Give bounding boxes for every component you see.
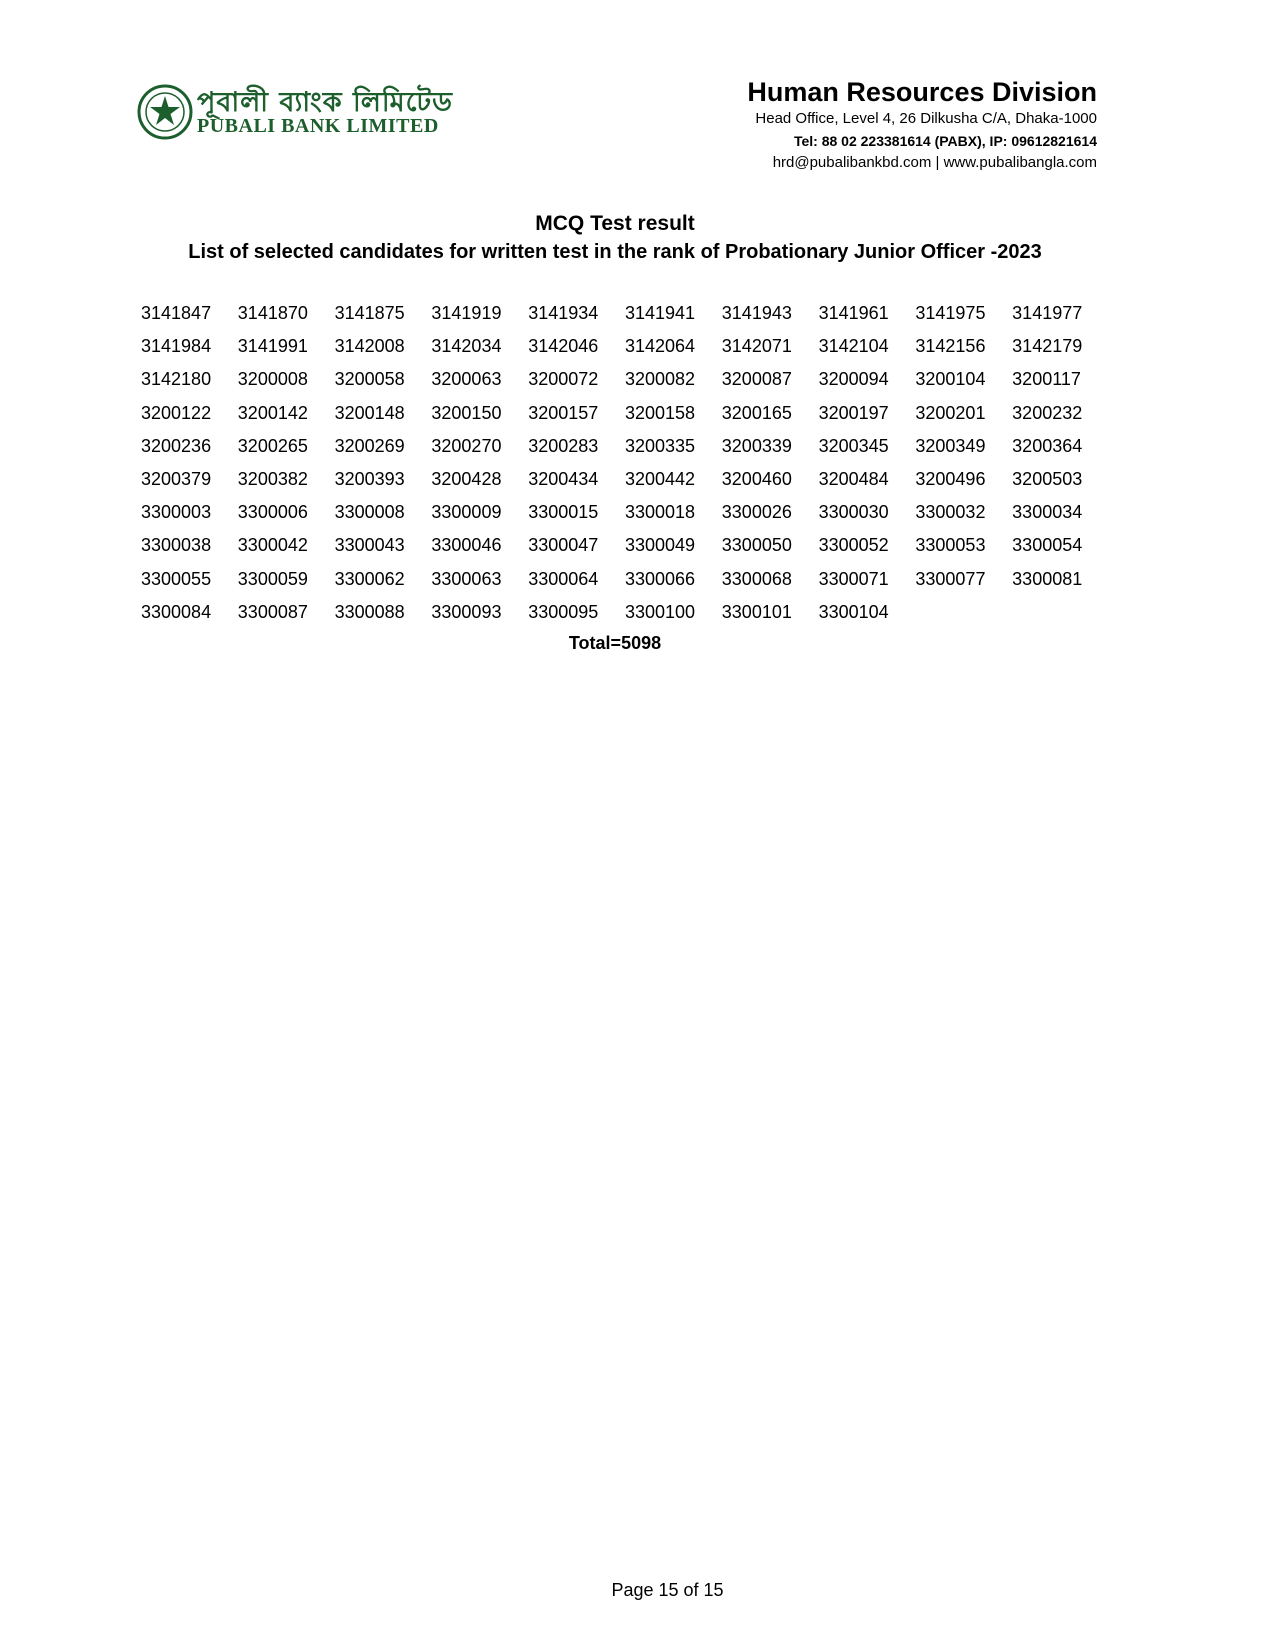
roll-number-cell: 3200082 <box>624 369 696 390</box>
roll-number-cell: 3200393 <box>334 468 405 489</box>
roll-number-cell: 3300087 <box>237 601 308 622</box>
roll-number-cell: 3200197 <box>818 402 889 423</box>
roll-number-cell: 3200201 <box>915 402 986 423</box>
roll-number-cell: 3300071 <box>818 568 889 589</box>
roll-number-cell: 3200236 <box>141 435 212 456</box>
roll-number-cell: 3200087 <box>721 369 792 390</box>
roll-number-cell: 3200232 <box>1012 402 1083 423</box>
roll-number-cell: 3141961 <box>818 303 889 323</box>
roll-number-cell: 3300054 <box>1012 535 1083 556</box>
roll-number-cell: 3300047 <box>528 535 599 556</box>
table-row <box>141 335 1109 368</box>
roll-number-cell: 3200063 <box>431 369 502 390</box>
logo-bengali-name: পূবালী ব্যাংক লিমিটেড <box>197 87 454 118</box>
table-row <box>141 501 1109 534</box>
roll-number-cell: 3300062 <box>334 568 405 589</box>
roll-number-cell: 3200008 <box>237 369 308 390</box>
roll-number-cell: 3300018 <box>624 502 696 523</box>
roll-number-cell: 3200158 <box>624 402 696 423</box>
roll-number-cell: 3300081 <box>1012 568 1083 589</box>
bank-emblem-icon <box>137 84 193 140</box>
roll-number-cell: 3200148 <box>334 402 405 423</box>
roll-number-cell: 3200379 <box>141 468 212 489</box>
roll-number-cell: 3300026 <box>721 502 792 523</box>
roll-number-cell: 3300034 <box>1012 502 1083 523</box>
roll-number-cell: 3300101 <box>721 601 792 622</box>
roll-number-cell: 3300100 <box>624 601 696 622</box>
roll-number-cell: 3141991 <box>237 336 308 357</box>
roll-number-cell: 3300104 <box>818 601 889 622</box>
roll-number-cell: 3141941 <box>624 303 696 323</box>
roll-number-cell: 3200503 <box>1012 468 1083 489</box>
roll-number-cell: 3141847 <box>141 303 212 323</box>
roll-number-cell: 3300064 <box>528 568 599 589</box>
roll-number-cell: 3200496 <box>915 468 986 489</box>
roll-number-cell: 3142046 <box>528 336 599 357</box>
table-row <box>141 568 1109 601</box>
roll-number-cell: 3141870 <box>237 303 308 323</box>
roll-number-cell: 3200460 <box>721 468 792 489</box>
roll-number-cell: 3200117 <box>1012 369 1081 390</box>
roll-number-cell: 3300042 <box>237 535 308 556</box>
roll-number-cell: 3300052 <box>818 535 889 556</box>
roll-number-cell: 3141975 <box>915 303 986 323</box>
roll-number-cell: 3200484 <box>818 468 889 489</box>
roll-number-cell: 3200269 <box>334 435 405 456</box>
roll-number-cell: 3300008 <box>334 502 405 523</box>
roll-number-cell: 3300046 <box>431 535 502 556</box>
roll-number-cell: 3300059 <box>237 568 308 589</box>
table-row <box>141 468 1109 501</box>
roll-number-cell: 3200157 <box>528 402 599 423</box>
roll-number-cell: 3200094 <box>818 369 889 390</box>
page-title: MCQ Test result <box>535 212 695 235</box>
roll-number-cell: 3142180 <box>141 369 212 390</box>
roll-number-cell: 3142008 <box>334 336 405 357</box>
roll-number-cell: 3300084 <box>141 601 212 622</box>
roll-number-cell: 3200058 <box>334 369 405 390</box>
total-count: Total=5098 <box>568 633 662 653</box>
roll-number-cell: 3300077 <box>915 568 986 589</box>
roll-number-cell: 3200434 <box>528 468 599 489</box>
roll-number-cell: 3300063 <box>431 568 502 589</box>
roll-number-cell: 3141984 <box>141 336 212 357</box>
roll-number-cell: 3300053 <box>915 535 986 556</box>
office-address: Head Office, Level 4, 26 Dilkusha C/A, Dhaka-1000 <box>755 110 1097 127</box>
table-row <box>141 302 1109 335</box>
roll-number-cell: 3142071 <box>721 336 792 357</box>
roll-number-cell: 3200349 <box>915 435 986 456</box>
roll-number-cell: 3142034 <box>431 336 502 357</box>
division-header <box>747 76 1097 174</box>
contact-links: hrd@pubalibankbd.com | www.pubalibangla.com <box>772 154 1097 171</box>
roll-number-cell: 3300068 <box>721 568 792 589</box>
roll-number-cell: 3300030 <box>818 502 889 523</box>
roll-number-cell: 3200345 <box>818 435 889 456</box>
roll-number-cell: 3200165 <box>721 402 792 423</box>
roll-number-cell: 3200382 <box>237 468 308 489</box>
roll-number-cell: 3200442 <box>624 468 696 489</box>
roll-number-cell: 3200364 <box>1012 435 1083 456</box>
roll-number-cell: 3300088 <box>334 601 405 622</box>
roll-number-cell: 3200335 <box>624 435 696 456</box>
roll-number-cell: 3141934 <box>528 303 599 323</box>
bank-logo <box>137 82 467 142</box>
roll-number-cell: 3141919 <box>431 303 502 323</box>
table-row <box>141 601 1109 634</box>
roll-number-cell: 3300093 <box>431 601 502 622</box>
roll-number-cell: 3200104 <box>915 369 986 390</box>
phone-numbers: Tel: 88 02 223381614 (PABX), IP: 09612821614 <box>793 133 1097 149</box>
roll-number-cell: 3200428 <box>431 468 502 489</box>
roll-number-cell: 3300043 <box>334 535 405 556</box>
roll-number-cell: 3300050 <box>721 535 792 556</box>
page-subtitle: List of selected candidates for written test in the rank of Probationary Junior Officer -2023 <box>188 241 1042 263</box>
table-row <box>141 435 1109 468</box>
roll-number-cell: 3141875 <box>334 303 405 323</box>
division-title: Human Resources Division <box>747 77 1097 107</box>
roll-number-cell: 3141943 <box>721 303 792 323</box>
roll-number-cell: 3142156 <box>915 336 986 357</box>
roll-number-cell: 3300095 <box>528 601 599 622</box>
table-row <box>141 368 1109 401</box>
roll-number-cell: 3300032 <box>915 502 986 523</box>
roll-number-cell: 3200270 <box>431 435 502 456</box>
roll-number-cell: 3142104 <box>818 336 889 357</box>
roll-number-cell: 3200265 <box>237 435 308 456</box>
roll-number-cell: 3142064 <box>624 336 696 357</box>
table-row <box>141 534 1109 567</box>
roll-number-cell: 3300009 <box>431 502 502 523</box>
roll-number-cell: 3300006 <box>237 502 308 523</box>
roll-number-cell: 3300049 <box>624 535 696 556</box>
roll-number-cell: 3200339 <box>721 435 792 456</box>
roll-number-cell: 3200150 <box>431 402 502 423</box>
roll-number-cell: 3300066 <box>624 568 696 589</box>
roll-number-cell: 3200072 <box>528 369 599 390</box>
roll-number-cell: 3142179 <box>1012 336 1083 357</box>
candidate-roll-grid <box>141 302 1109 634</box>
page-number: Page 15 of 15 <box>611 1580 724 1600</box>
roll-number-cell: 3300038 <box>141 535 212 556</box>
roll-number-cell: 3200283 <box>528 435 599 456</box>
roll-number-cell: 3300055 <box>141 568 212 589</box>
roll-number-cell: 3300015 <box>528 502 599 523</box>
roll-number-cell: 3300003 <box>141 502 212 523</box>
logo-english-name: PUBALI BANK LIMITED <box>197 115 439 137</box>
roll-number-cell: 3141977 <box>1012 303 1083 323</box>
roll-number-cell: 3200142 <box>237 402 308 423</box>
roll-number-cell: 3200122 <box>141 402 212 423</box>
table-row <box>141 402 1109 435</box>
